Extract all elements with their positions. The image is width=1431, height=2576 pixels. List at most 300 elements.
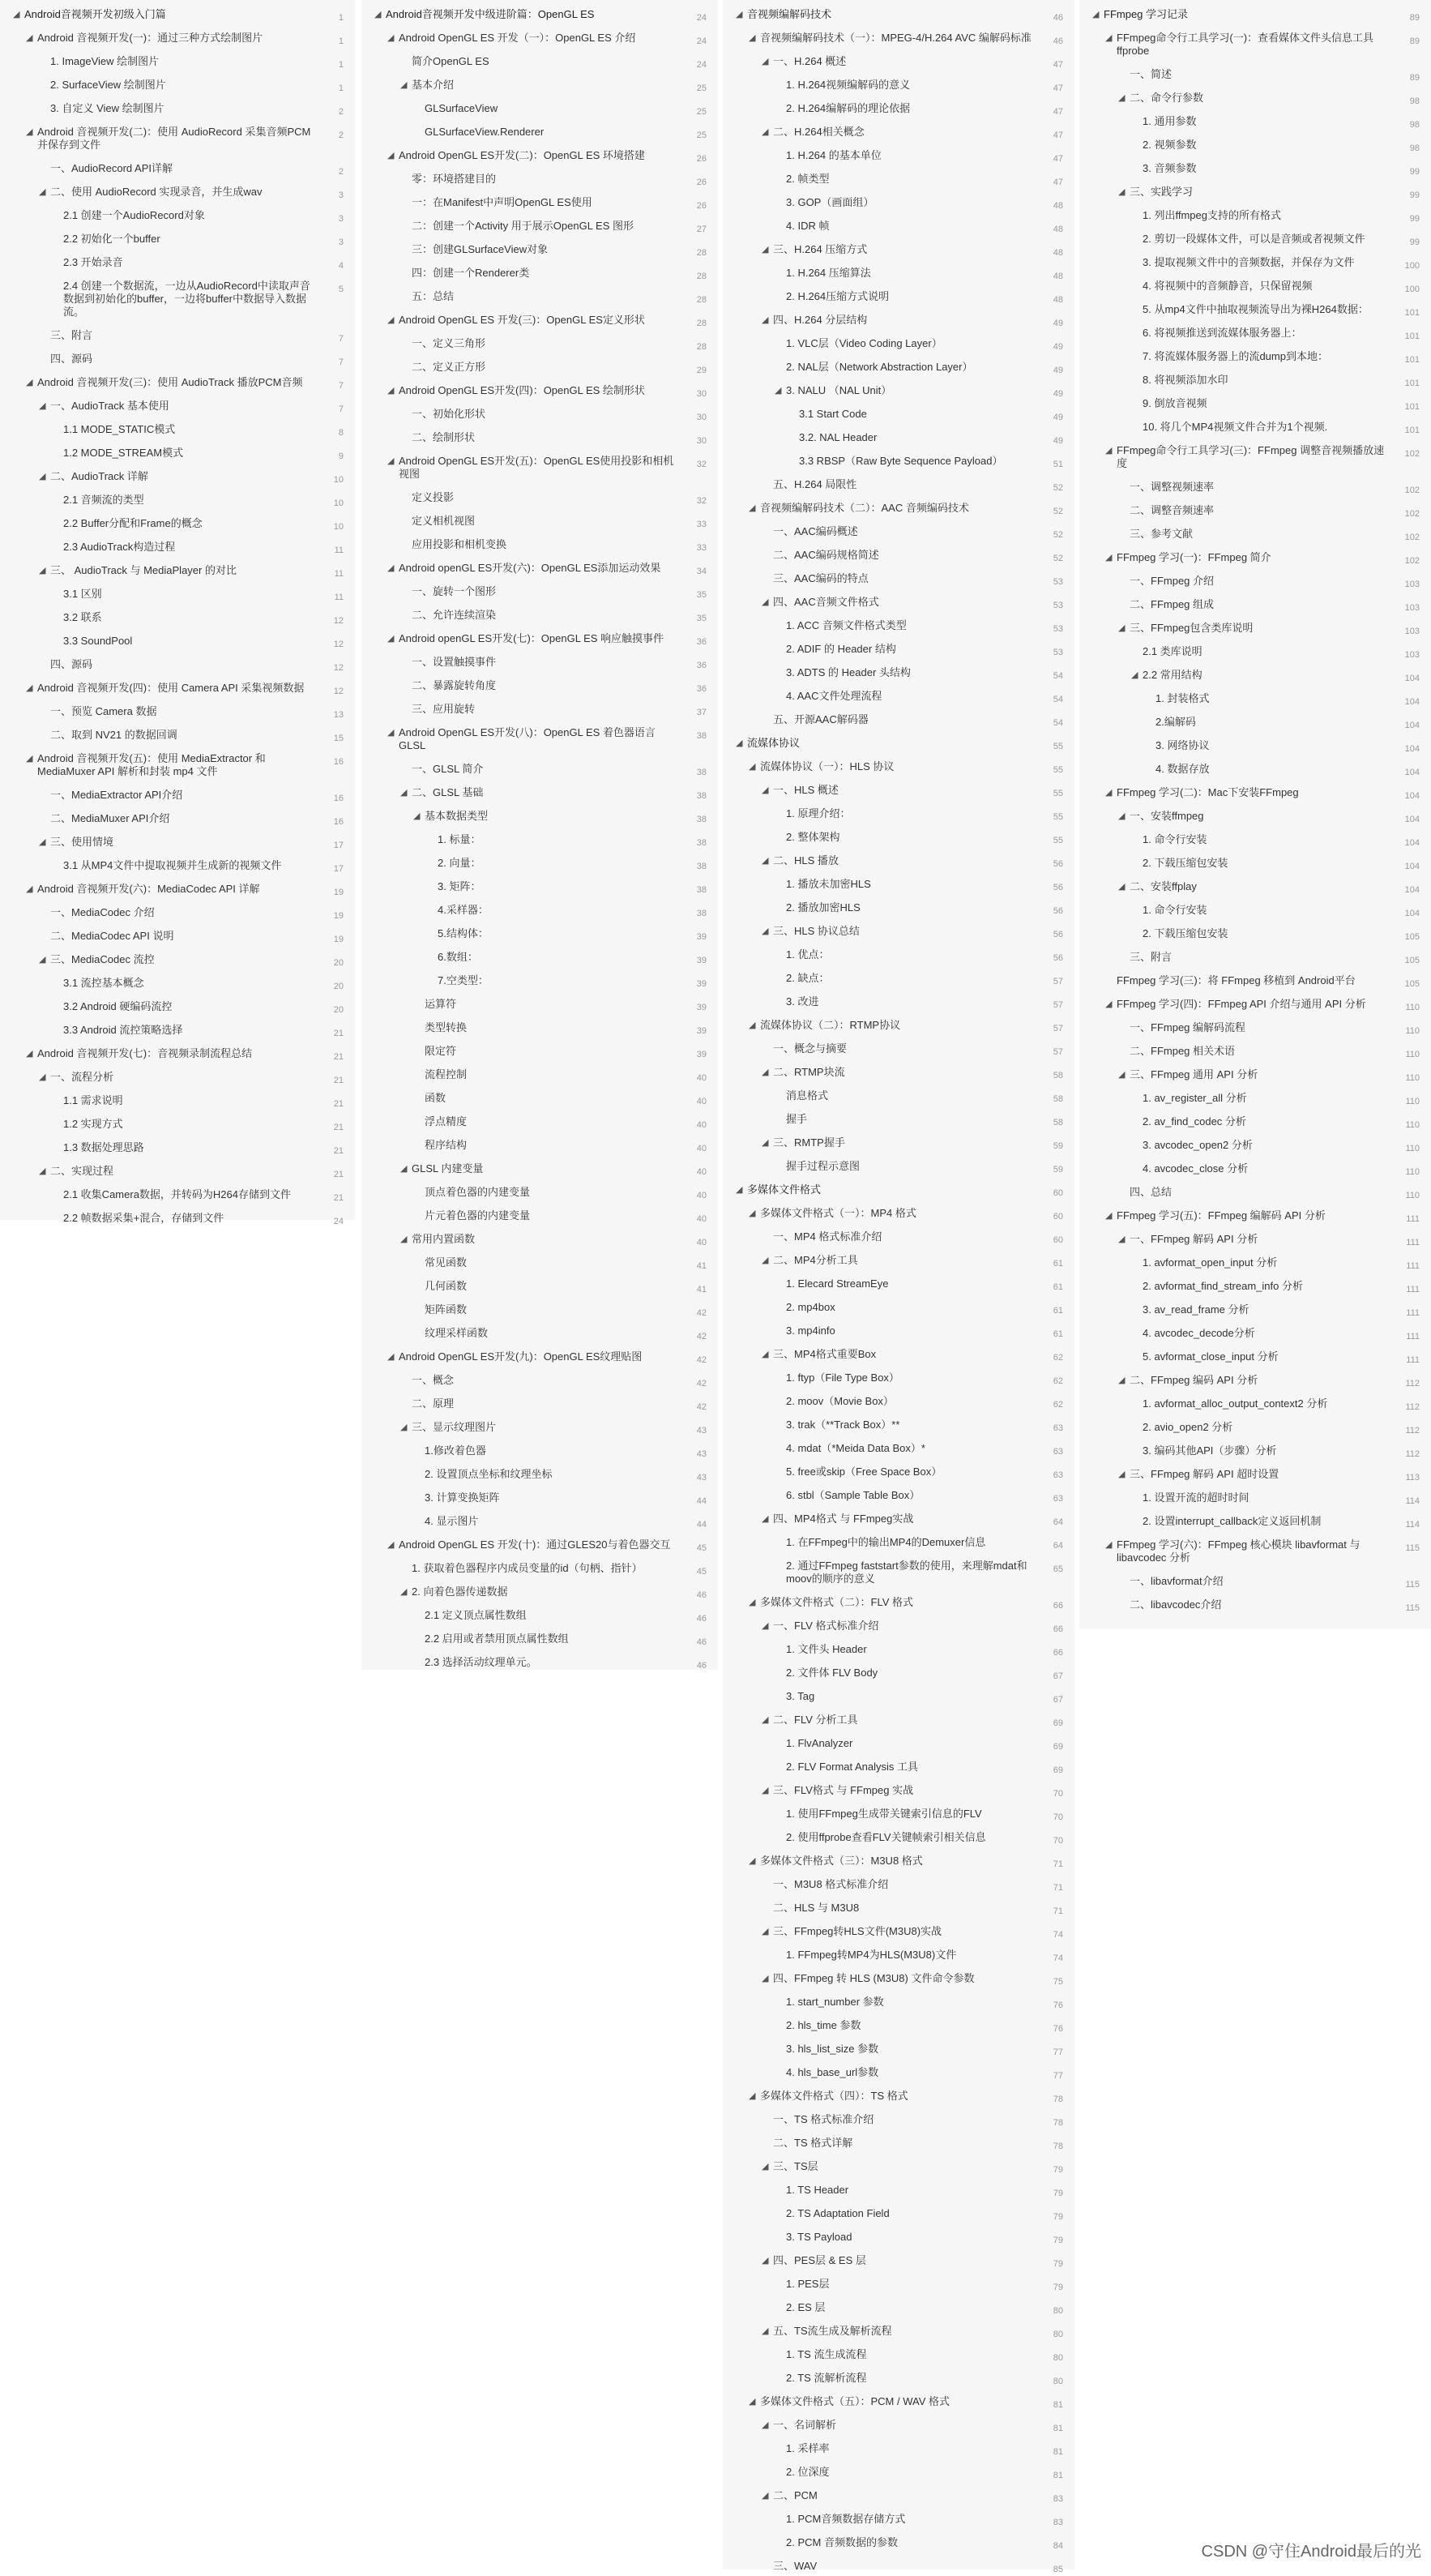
toc-entry[interactable] <box>723 2442 1074 2455</box>
expand-toggle-icon[interactable]: ◢ <box>762 1256 769 1265</box>
toc-entry[interactable] <box>723 32 1074 45</box>
toc-entry[interactable] <box>723 337 1074 350</box>
toc-entry[interactable] <box>1079 1598 1431 1611</box>
expand-toggle-icon[interactable]: ◢ <box>762 2162 769 2172</box>
toc-entry[interactable] <box>361 1397 718 1410</box>
toc-entry[interactable] <box>723 1160 1074 1173</box>
toc-entry[interactable] <box>1079 1397 1431 1410</box>
toc-entry[interactable] <box>0 752 355 778</box>
toc-entry[interactable] <box>723 1596 1074 1609</box>
toc-entry[interactable] <box>723 807 1074 820</box>
toc-section[interactable] <box>361 8 718 21</box>
toc-section[interactable] <box>723 1183 1074 1196</box>
toc-entry[interactable] <box>1079 763 1431 776</box>
toc-entry[interactable] <box>361 1209 718 1222</box>
toc-entry[interactable] <box>361 55 718 68</box>
toc-entry[interactable] <box>1079 645 1431 658</box>
toc-entry[interactable] <box>361 149 718 162</box>
toc-entry[interactable] <box>723 196 1074 209</box>
toc-entry[interactable] <box>361 1115 718 1128</box>
toc-entry[interactable] <box>0 1071 355 1084</box>
expand-toggle-icon[interactable]: ◢ <box>400 1587 408 1597</box>
toc-entry[interactable] <box>361 173 718 186</box>
expand-toggle-icon[interactable]: ◢ <box>26 33 33 43</box>
toc-entry[interactable] <box>361 1632 718 1645</box>
toc-entry[interactable] <box>723 525 1074 538</box>
expand-toggle-icon[interactable]: ◢ <box>413 811 421 821</box>
expand-toggle-icon[interactable]: ◢ <box>762 1974 769 1983</box>
expand-toggle-icon[interactable]: ◢ <box>749 1021 756 1030</box>
toc-entry[interactable] <box>361 515 718 528</box>
toc-entry[interactable] <box>1079 575 1431 588</box>
toc-entry[interactable] <box>723 784 1074 797</box>
toc-entry[interactable] <box>723 2325 1074 2338</box>
expand-toggle-icon[interactable]: ◢ <box>1105 1211 1113 1221</box>
toc-entry[interactable] <box>0 55 355 68</box>
toc-entry[interactable] <box>723 1207 1074 1220</box>
toc-entry[interactable] <box>723 1808 1074 1821</box>
toc-entry[interactable] <box>723 1113 1074 1126</box>
toc-entry[interactable] <box>1079 598 1431 611</box>
toc-entry[interactable] <box>723 831 1074 844</box>
toc-entry[interactable] <box>1079 622 1431 635</box>
toc-entry[interactable] <box>361 1421 718 1434</box>
toc-entry[interactable] <box>1079 1303 1431 1316</box>
expand-toggle-icon[interactable]: ◢ <box>387 456 395 466</box>
toc-entry[interactable] <box>723 431 1074 444</box>
toc-entry[interactable] <box>1079 397 1431 410</box>
toc-entry[interactable] <box>723 2066 1074 2079</box>
toc-entry[interactable] <box>0 541 355 554</box>
toc-entry[interactable] <box>723 1996 1074 2009</box>
toc-entry[interactable] <box>361 1491 718 1504</box>
toc-entry[interactable] <box>0 682 355 695</box>
toc-entry[interactable] <box>723 1136 1074 1149</box>
expand-toggle-icon[interactable]: ◢ <box>1092 10 1100 19</box>
toc-entry[interactable] <box>361 1515 718 1528</box>
toc-entry[interactable] <box>723 1690 1074 1703</box>
toc-entry[interactable] <box>723 2137 1074 2150</box>
toc-entry[interactable] <box>1079 233 1431 246</box>
expand-toggle-icon[interactable]: ◢ <box>762 1068 769 1077</box>
toc-entry[interactable] <box>1079 32 1431 58</box>
toc-entry[interactable] <box>1079 1139 1431 1152</box>
toc-entry[interactable] <box>1079 1233 1431 1246</box>
expand-toggle-icon[interactable]: ◢ <box>26 884 33 894</box>
toc-entry[interactable] <box>1079 1092 1431 1105</box>
toc-entry[interactable] <box>723 1042 1074 1055</box>
toc-entry[interactable] <box>723 2019 1074 2032</box>
expand-toggle-icon[interactable]: ◢ <box>1105 553 1113 563</box>
toc-entry[interactable] <box>1079 1350 1431 1363</box>
toc-entry[interactable] <box>723 102 1074 115</box>
expand-toggle-icon[interactable]: ◢ <box>387 151 395 160</box>
toc-entry[interactable] <box>1079 1538 1431 1564</box>
toc-entry[interactable] <box>0 564 355 577</box>
toc-entry[interactable] <box>723 1949 1074 1962</box>
toc-section[interactable] <box>0 8 355 21</box>
toc-entry[interactable] <box>361 562 718 575</box>
toc-entry[interactable] <box>723 2278 1074 2291</box>
toc-entry[interactable] <box>723 1254 1074 1267</box>
toc-entry[interactable] <box>361 491 718 504</box>
expand-toggle-icon[interactable]: ◢ <box>736 738 743 748</box>
toc-entry[interactable] <box>0 447 355 460</box>
toc-entry[interactable] <box>723 2254 1074 2267</box>
toc-entry[interactable] <box>723 690 1074 703</box>
expand-toggle-icon[interactable]: ◢ <box>762 127 769 137</box>
toc-entry[interactable] <box>1079 209 1431 222</box>
expand-toggle-icon[interactable]: ◢ <box>1131 670 1138 680</box>
toc-entry[interactable] <box>0 517 355 530</box>
toc-entry[interactable] <box>0 859 355 872</box>
toc-entry[interactable] <box>1079 186 1431 199</box>
toc-entry[interactable] <box>1079 115 1431 128</box>
toc-entry[interactable] <box>723 2207 1074 2220</box>
toc-entry[interactable] <box>1079 669 1431 682</box>
expand-toggle-icon[interactable]: ◢ <box>1105 999 1113 1009</box>
toc-section[interactable] <box>1079 8 1431 21</box>
toc-entry[interactable] <box>0 635 355 648</box>
expand-toggle-icon[interactable]: ◢ <box>26 1049 33 1059</box>
toc-entry[interactable] <box>0 883 355 896</box>
toc-entry[interactable] <box>361 126 718 139</box>
toc-entry[interactable] <box>361 786 718 799</box>
toc-entry[interactable] <box>0 256 355 269</box>
toc-entry[interactable] <box>1079 92 1431 105</box>
expand-toggle-icon[interactable]: ◢ <box>387 1352 395 1362</box>
toc-entry[interactable] <box>361 1444 718 1457</box>
toc-entry[interactable] <box>361 102 718 115</box>
toc-entry[interactable] <box>361 904 718 917</box>
toc-entry[interactable] <box>361 1162 718 1175</box>
expand-toggle-icon[interactable]: ◢ <box>736 10 743 19</box>
expand-toggle-icon[interactable]: ◢ <box>1118 882 1126 892</box>
expand-toggle-icon[interactable]: ◢ <box>39 566 46 576</box>
expand-toggle-icon[interactable]: ◢ <box>762 57 769 66</box>
toc-entry[interactable] <box>361 951 718 964</box>
toc-entry[interactable] <box>361 361 718 374</box>
toc-entry[interactable] <box>1079 1068 1431 1081</box>
toc-entry[interactable] <box>1079 880 1431 893</box>
toc-entry[interactable] <box>723 2513 1074 2526</box>
toc-entry[interactable] <box>1079 444 1431 470</box>
toc-entry[interactable] <box>0 812 355 825</box>
toc-entry[interactable] <box>723 1902 1074 1915</box>
toc-entry[interactable] <box>723 1230 1074 1243</box>
toc-entry[interactable] <box>723 1761 1074 1774</box>
toc-entry[interactable] <box>1079 1115 1431 1128</box>
toc-entry[interactable] <box>0 1212 355 1225</box>
toc-entry[interactable] <box>1079 786 1431 799</box>
toc-entry[interactable] <box>0 494 355 507</box>
expand-toggle-icon[interactable]: ◢ <box>762 2420 769 2430</box>
toc-entry[interactable] <box>723 1667 1074 1680</box>
toc-entry[interactable] <box>723 619 1074 632</box>
toc-entry[interactable] <box>0 611 355 624</box>
toc-entry[interactable] <box>723 760 1074 773</box>
toc-entry[interactable] <box>1079 1162 1431 1175</box>
expand-toggle-icon[interactable]: ◢ <box>400 1164 408 1174</box>
toc-entry[interactable] <box>361 726 718 752</box>
toc-entry[interactable] <box>361 1256 718 1269</box>
expand-toggle-icon[interactable]: ◢ <box>39 472 46 481</box>
toc-entry[interactable] <box>361 927 718 940</box>
toc-entry[interactable] <box>361 880 718 893</box>
toc-entry[interactable] <box>361 1021 718 1034</box>
toc-entry[interactable] <box>723 2560 1074 2573</box>
toc-entry[interactable] <box>361 1139 718 1152</box>
expand-toggle-icon[interactable]: ◢ <box>13 10 20 19</box>
toc-entry[interactable] <box>723 1925 1074 1938</box>
toc-entry[interactable] <box>0 353 355 366</box>
expand-toggle-icon[interactable]: ◢ <box>387 33 395 43</box>
toc-entry[interactable] <box>361 1092 718 1105</box>
toc-entry[interactable] <box>723 1466 1074 1478</box>
expand-toggle-icon[interactable]: ◢ <box>26 378 33 387</box>
toc-entry[interactable] <box>723 666 1074 679</box>
toc-entry[interactable] <box>0 162 355 175</box>
toc-entry[interactable] <box>723 149 1074 162</box>
expand-toggle-icon[interactable]: ◢ <box>749 1598 756 1607</box>
expand-toggle-icon[interactable]: ◢ <box>762 1514 769 1524</box>
toc-entry[interactable] <box>361 763 718 776</box>
toc-entry[interactable] <box>0 1188 355 1201</box>
toc-entry[interactable] <box>0 79 355 92</box>
toc-entry[interactable] <box>723 1855 1074 1868</box>
expand-toggle-icon[interactable]: ◢ <box>39 837 46 847</box>
toc-entry[interactable] <box>361 833 718 846</box>
toc-entry[interactable] <box>1079 1468 1431 1481</box>
toc-entry[interactable] <box>723 1348 1074 1361</box>
toc-entry[interactable] <box>361 1468 718 1481</box>
toc-entry[interactable] <box>0 1094 355 1107</box>
toc-entry[interactable] <box>0 32 355 45</box>
toc-entry[interactable] <box>1079 1491 1431 1504</box>
toc-entry[interactable] <box>361 314 718 327</box>
expand-toggle-icon[interactable]: ◢ <box>775 386 782 396</box>
toc-entry[interactable] <box>723 1878 1074 1891</box>
expand-toggle-icon[interactable]: ◢ <box>762 1138 769 1148</box>
toc-entry[interactable] <box>0 729 355 742</box>
toc-entry[interactable] <box>723 2372 1074 2385</box>
toc-entry[interactable] <box>361 998 718 1011</box>
toc-entry[interactable] <box>1079 374 1431 387</box>
toc-entry[interactable] <box>1079 974 1431 987</box>
expand-toggle-icon[interactable]: ◢ <box>762 856 769 866</box>
toc-entry[interactable] <box>723 925 1074 938</box>
toc-entry[interactable] <box>1079 504 1431 517</box>
toc-entry[interactable] <box>723 502 1074 515</box>
toc-entry[interactable] <box>0 329 355 342</box>
toc-entry[interactable] <box>723 2395 1074 2408</box>
toc-entry[interactable] <box>1079 1444 1431 1457</box>
toc-entry[interactable] <box>361 1233 718 1246</box>
toc-entry[interactable] <box>0 280 355 319</box>
toc-entry[interactable] <box>1079 857 1431 870</box>
toc-entry[interactable] <box>723 1972 1074 1985</box>
toc-entry[interactable] <box>361 857 718 870</box>
expand-toggle-icon[interactable]: ◢ <box>26 127 33 137</box>
toc-entry[interactable] <box>361 1303 718 1316</box>
expand-toggle-icon[interactable]: ◢ <box>387 315 395 325</box>
toc-entry[interactable] <box>723 572 1074 585</box>
toc-entry[interactable] <box>361 1068 718 1081</box>
toc-entry[interactable] <box>723 2231 1074 2244</box>
toc-entry[interactable] <box>1079 810 1431 823</box>
expand-toggle-icon[interactable]: ◢ <box>1105 1540 1113 1550</box>
toc-entry[interactable] <box>723 173 1074 186</box>
toc-entry[interactable] <box>361 703 718 716</box>
toc-entry[interactable] <box>1079 68 1431 81</box>
expand-toggle-icon[interactable]: ◢ <box>374 10 382 19</box>
expand-toggle-icon[interactable]: ◢ <box>762 1350 769 1359</box>
toc-entry[interactable] <box>0 1141 355 1154</box>
toc-entry[interactable] <box>723 478 1074 491</box>
expand-toggle-icon[interactable]: ◢ <box>387 563 395 573</box>
expand-toggle-icon[interactable]: ◢ <box>26 683 33 693</box>
expand-toggle-icon[interactable]: ◢ <box>762 926 769 936</box>
toc-entry[interactable] <box>723 2090 1074 2103</box>
toc-entry[interactable] <box>0 1118 355 1131</box>
toc-entry[interactable] <box>723 1277 1074 1290</box>
toc-entry[interactable] <box>0 930 355 943</box>
toc-entry[interactable] <box>1079 927 1431 940</box>
toc-entry[interactable] <box>361 679 718 692</box>
expand-toggle-icon[interactable]: ◢ <box>39 1072 46 1082</box>
expand-toggle-icon[interactable]: ◢ <box>1118 623 1126 633</box>
toc-entry[interactable] <box>1079 1209 1431 1222</box>
expand-toggle-icon[interactable]: ◢ <box>762 315 769 325</box>
toc-entry[interactable] <box>361 455 718 481</box>
toc-entry[interactable] <box>723 2160 1074 2173</box>
toc-entry[interactable] <box>361 1609 718 1622</box>
toc-entry[interactable] <box>361 1186 718 1199</box>
toc-entry[interactable] <box>1079 1575 1431 1588</box>
toc-entry[interactable] <box>361 1562 718 1575</box>
expand-toggle-icon[interactable]: ◢ <box>1105 446 1113 456</box>
expand-toggle-icon[interactable]: ◢ <box>26 754 33 764</box>
toc-entry[interactable] <box>723 1301 1074 1314</box>
expand-toggle-icon[interactable]: ◢ <box>762 2256 769 2266</box>
toc-entry[interactable] <box>1079 528 1431 541</box>
expand-toggle-icon[interactable]: ◢ <box>39 401 46 411</box>
expand-toggle-icon[interactable]: ◢ <box>387 634 395 644</box>
toc-entry[interactable] <box>361 632 718 645</box>
toc-entry[interactable] <box>0 470 355 483</box>
toc-entry[interactable] <box>723 854 1074 867</box>
toc-entry[interactable] <box>723 1419 1074 1431</box>
toc-entry[interactable] <box>0 376 355 389</box>
expand-toggle-icon[interactable]: ◢ <box>1118 1470 1126 1479</box>
toc-entry[interactable] <box>361 609 718 622</box>
toc-entry[interactable] <box>1079 833 1431 846</box>
expand-toggle-icon[interactable]: ◢ <box>749 1209 756 1218</box>
expand-toggle-icon[interactable]: ◢ <box>762 245 769 255</box>
toc-entry[interactable] <box>723 1513 1074 1525</box>
toc-section[interactable] <box>723 8 1074 21</box>
toc-entry[interactable] <box>361 1656 718 1669</box>
toc-entry[interactable] <box>1079 1374 1431 1387</box>
toc-entry[interactable] <box>1079 280 1431 293</box>
toc-entry[interactable] <box>361 32 718 45</box>
expand-toggle-icon[interactable]: ◢ <box>400 1423 408 1432</box>
toc-entry[interactable] <box>1079 1021 1431 1034</box>
toc-entry[interactable] <box>0 400 355 413</box>
toc-entry[interactable] <box>723 2348 1074 2361</box>
expand-toggle-icon[interactable]: ◢ <box>400 80 408 90</box>
toc-entry[interactable] <box>361 810 718 823</box>
toc-entry[interactable] <box>723 126 1074 139</box>
toc-entry[interactable] <box>723 384 1074 397</box>
toc-entry[interactable] <box>0 658 355 671</box>
expand-toggle-icon[interactable]: ◢ <box>400 788 408 798</box>
expand-toggle-icon[interactable]: ◢ <box>39 1166 46 1176</box>
toc-entry[interactable] <box>0 186 355 199</box>
toc-entry[interactable] <box>723 1643 1074 1656</box>
toc-entry[interactable] <box>0 423 355 436</box>
toc-entry[interactable] <box>723 2466 1074 2479</box>
toc-entry[interactable] <box>361 337 718 350</box>
toc-entry[interactable] <box>723 1714 1074 1727</box>
toc-entry[interactable] <box>723 948 1074 961</box>
toc-entry[interactable] <box>361 196 718 209</box>
toc-entry[interactable] <box>723 1620 1074 1632</box>
toc-entry[interactable] <box>723 549 1074 562</box>
toc-entry[interactable] <box>0 705 355 718</box>
expand-toggle-icon[interactable]: ◢ <box>749 33 756 43</box>
toc-entry[interactable] <box>1079 303 1431 316</box>
expand-toggle-icon[interactable]: ◢ <box>1118 187 1126 197</box>
toc-entry[interactable] <box>0 789 355 802</box>
toc-entry[interactable] <box>723 2419 1074 2432</box>
toc-entry[interactable] <box>723 1324 1074 1337</box>
toc-entry[interactable] <box>723 455 1074 468</box>
toc-entry[interactable] <box>723 408 1074 421</box>
expand-toggle-icon[interactable]: ◢ <box>1105 33 1113 43</box>
expand-toggle-icon[interactable]: ◢ <box>749 1856 756 1866</box>
expand-toggle-icon[interactable]: ◢ <box>1118 811 1126 821</box>
toc-entry[interactable] <box>1079 998 1431 1011</box>
toc-entry[interactable] <box>723 1371 1074 1384</box>
toc-entry[interactable] <box>723 243 1074 256</box>
toc-entry[interactable] <box>1079 904 1431 917</box>
toc-entry[interactable] <box>723 972 1074 985</box>
toc-entry[interactable] <box>1079 162 1431 175</box>
expand-toggle-icon[interactable]: ◢ <box>1118 93 1126 103</box>
expand-toggle-icon[interactable]: ◢ <box>1105 788 1113 798</box>
toc-entry[interactable] <box>0 588 355 601</box>
toc-entry[interactable] <box>361 384 718 397</box>
expand-toggle-icon[interactable]: ◢ <box>762 2491 769 2501</box>
toc-entry[interactable] <box>1079 139 1431 152</box>
toc-entry[interactable] <box>0 1024 355 1037</box>
toc-entry[interactable] <box>1079 327 1431 340</box>
toc-entry[interactable] <box>361 431 718 444</box>
toc-entry[interactable] <box>723 1489 1074 1502</box>
expand-toggle-icon[interactable]: ◢ <box>749 503 756 513</box>
toc-entry[interactable] <box>723 1089 1074 1102</box>
expand-toggle-icon[interactable]: ◢ <box>387 728 395 738</box>
expand-toggle-icon[interactable]: ◢ <box>39 955 46 965</box>
toc-entry[interactable] <box>0 977 355 990</box>
toc-entry[interactable] <box>723 2489 1074 2502</box>
toc-entry[interactable] <box>723 643 1074 656</box>
toc-entry[interactable] <box>723 596 1074 609</box>
toc-entry[interactable] <box>0 906 355 919</box>
expand-toggle-icon[interactable]: ◢ <box>762 1621 769 1631</box>
toc-entry[interactable] <box>0 126 355 152</box>
